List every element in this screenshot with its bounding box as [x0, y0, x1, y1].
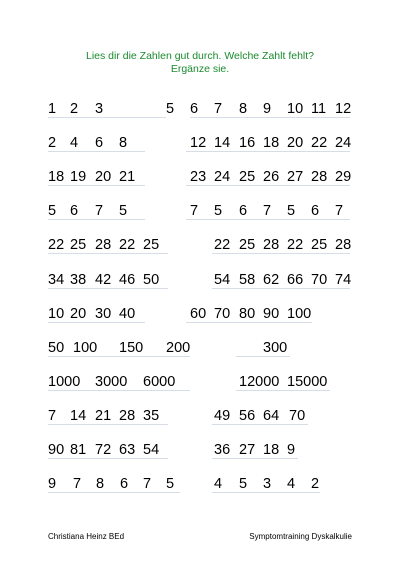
- instruction-line-2: Ergänze sie.: [170, 63, 230, 75]
- sequence-number: 6: [311, 203, 320, 220]
- answer-line: [212, 288, 350, 289]
- answer-line: [186, 219, 350, 220]
- sequence-number: 14: [214, 135, 231, 152]
- sequence-number: 29: [335, 169, 352, 186]
- sequence-number: 27: [239, 442, 256, 458]
- sequence-number: 1: [48, 101, 57, 117]
- answer-line: [236, 356, 290, 357]
- sequence-number: 5: [239, 476, 248, 493]
- sequence-number: 50: [48, 339, 65, 356]
- sequence-number: 5: [287, 203, 296, 220]
- sequence-number: 28: [119, 407, 136, 424]
- sequence-number: 16: [239, 135, 256, 152]
- sequence-number: 7: [73, 476, 82, 493]
- sequence-number: 150: [119, 339, 144, 356]
- sequence-number: 4: [214, 476, 223, 493]
- answer-line: [48, 492, 180, 493]
- sequence-number: 54: [143, 442, 160, 458]
- sequence-number: 300: [263, 339, 288, 356]
- sequence-number: 5: [166, 101, 175, 117]
- instruction-line-1: Lies dir die Zahlen gut durch. Welche Zahlt fehlt?: [85, 50, 315, 62]
- sequence-number: 25: [239, 169, 256, 186]
- sequence-number: 6: [95, 135, 104, 152]
- sequence-row: [0, 476, 400, 516]
- sequence-number: 63: [119, 442, 136, 458]
- sequence-number: 7: [335, 203, 344, 220]
- sequence-number: 22: [214, 237, 231, 254]
- sequence-number: 9: [48, 476, 57, 493]
- sequence-number: 28: [311, 169, 328, 186]
- sequence-number: 10: [287, 101, 304, 117]
- sequence-number: 66: [287, 271, 304, 288]
- sequence-number: 6: [190, 101, 199, 117]
- sequence-number: 26: [263, 169, 280, 186]
- sequence-number: 81: [70, 442, 87, 458]
- sequence-number: 7: [48, 407, 57, 424]
- answer-line: [48, 151, 145, 152]
- sequence-number: 22: [311, 135, 328, 152]
- sequence-number: 9: [263, 101, 272, 117]
- sequence-number: 20: [70, 305, 87, 322]
- sequence-number: 2: [48, 135, 57, 152]
- sequence-number: 64: [263, 407, 280, 424]
- answer-line: [212, 458, 298, 459]
- answer-line: [186, 322, 312, 323]
- answer-line: [48, 185, 145, 186]
- sequence-number: 25: [143, 237, 160, 254]
- answer-line: [236, 390, 330, 391]
- sequence-number: 54: [214, 271, 231, 288]
- sequence-number: 7: [95, 203, 104, 220]
- sequence-number: 12: [190, 135, 207, 152]
- sequence-number: 60: [190, 305, 207, 322]
- sequence-number: 14: [70, 407, 87, 424]
- footer-title: Symptomtraining Dyskalkulie: [249, 532, 352, 541]
- sequence-number: 3: [95, 101, 104, 117]
- sequence-number: 1000: [48, 373, 81, 390]
- sequence-number: 8: [96, 476, 105, 493]
- sequence-number: 72: [95, 442, 112, 458]
- sequence-number: 8: [119, 135, 128, 152]
- answer-line: [48, 117, 166, 118]
- sequence-number: 46: [119, 271, 136, 288]
- sequence-number: 22: [119, 237, 136, 254]
- sequence-number: 5: [214, 203, 223, 220]
- sequence-number: 28: [95, 237, 112, 254]
- sequence-number: 4: [70, 135, 79, 152]
- sequence-number: 56: [239, 407, 256, 424]
- sequence-number: 3: [263, 476, 272, 493]
- sequence-number: 7: [143, 476, 152, 493]
- sequence-number: 24: [335, 135, 352, 152]
- sequence-number: 10: [48, 305, 65, 322]
- sequence-number: 12000: [239, 373, 280, 390]
- sequence-number: 70: [289, 407, 306, 424]
- sequence-number: 27: [287, 169, 304, 186]
- sequence-number: 49: [214, 407, 231, 424]
- sequence-number: 6000: [143, 373, 176, 390]
- sequence-number: 22: [48, 237, 65, 254]
- sequence-number: 2: [311, 476, 320, 493]
- sequence-number: 22: [287, 237, 304, 254]
- answer-line: [212, 253, 350, 254]
- sequence-number: 58: [239, 271, 256, 288]
- sequence-number: 2: [70, 101, 79, 117]
- sequence-number: 9: [287, 442, 296, 458]
- sequence-number: 100: [73, 339, 98, 356]
- sequence-number: 7: [214, 101, 223, 117]
- sequence-number: 7: [190, 203, 199, 220]
- sequence-number: 40: [119, 305, 136, 322]
- sequence-number: 50: [143, 271, 160, 288]
- answer-line: [190, 117, 350, 118]
- sequence-number: 23: [190, 169, 207, 186]
- sequence-number: 25: [311, 237, 328, 254]
- sequence-number: 6: [70, 203, 79, 220]
- answer-line: [48, 424, 168, 425]
- sequence-number: 5: [48, 203, 57, 220]
- sequence-number: 5: [119, 203, 128, 220]
- sequence-number: 3000: [95, 373, 128, 390]
- sequence-number: 25: [239, 237, 256, 254]
- sequence-number: 90: [263, 305, 280, 322]
- answer-line: [48, 356, 190, 357]
- sequence-number: 19: [70, 169, 87, 186]
- sequence-number: 18: [48, 169, 65, 186]
- sequence-number: 90: [48, 442, 65, 458]
- sequence-number: 20: [95, 169, 112, 186]
- sequence-number: 21: [119, 169, 136, 186]
- sequence-number: 36: [214, 442, 231, 458]
- sequence-number: 5: [166, 476, 175, 493]
- sequence-number: 12: [335, 101, 352, 117]
- sequence-number: 62: [263, 271, 280, 288]
- answer-line: [48, 322, 145, 323]
- footer-author: Christiana Heinz BEd: [48, 532, 125, 541]
- sequence-number: 28: [263, 237, 280, 254]
- sequence-number: 15000: [287, 373, 328, 390]
- sequence-number: 18: [263, 442, 280, 458]
- sequence-number: 38: [70, 271, 87, 288]
- answer-line: [212, 492, 320, 493]
- answer-line: [48, 390, 190, 391]
- answer-line: [48, 253, 168, 254]
- sequence-number: 30: [95, 305, 112, 322]
- sequence-number: 70: [214, 305, 231, 322]
- sequence-number: 200: [166, 339, 191, 356]
- sequence-number: 8: [239, 101, 248, 117]
- sequence-number: 80: [239, 305, 256, 322]
- answer-line: [48, 288, 168, 289]
- sequence-number: 6: [120, 476, 129, 493]
- sequence-number: 70: [311, 271, 328, 288]
- sequence-number: 20: [287, 135, 304, 152]
- answer-line: [48, 458, 168, 459]
- answer-line: [48, 219, 145, 220]
- answer-line: [186, 151, 350, 152]
- sequence-number: 7: [263, 203, 272, 220]
- sequence-number: 4: [287, 476, 296, 493]
- sequence-number: 35: [143, 407, 160, 424]
- sequence-number: 28: [335, 237, 352, 254]
- answer-line: [212, 424, 308, 425]
- sequence-number: 74: [335, 271, 352, 288]
- sequence-number: 25: [70, 237, 87, 254]
- sequence-number: 6: [239, 203, 248, 220]
- answer-line: [186, 185, 350, 186]
- sequence-number: 21: [95, 407, 112, 424]
- sequence-number: 34: [48, 271, 65, 288]
- sequence-number: 100: [287, 305, 312, 322]
- sequence-number: 24: [214, 169, 231, 186]
- sequence-number: 11: [311, 101, 327, 117]
- sequence-number: 18: [263, 135, 280, 152]
- sequence-number: 42: [95, 271, 112, 288]
